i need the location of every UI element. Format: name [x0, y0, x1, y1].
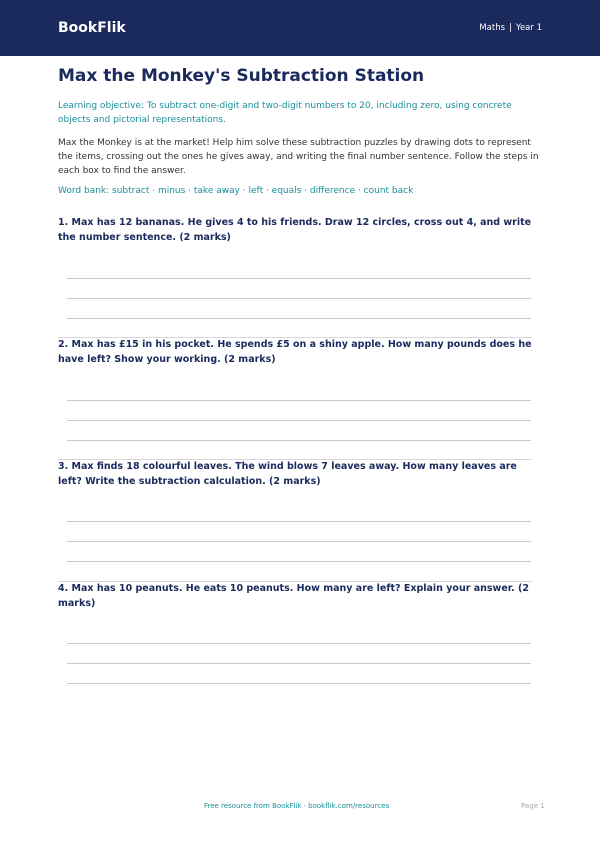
answer-line[interactable] — [67, 278, 531, 279]
answer-line[interactable] — [67, 683, 531, 684]
question-3: 3. Max finds 18 colourful leaves. The wind blows 7 leaves away. How many leaves are left? Write the subtraction calculation. (2 marks) — [58, 461, 517, 487]
answer-line[interactable] — [67, 663, 531, 664]
answer-line[interactable] — [67, 318, 531, 319]
word-bank: Word bank: subtract · minus · take away · left · equals · difference · count back — [58, 186, 414, 196]
answer-line[interactable] — [67, 298, 531, 299]
question-1: 1. Max has 12 bananas. He gives 4 to his friends. Draw 12 circles, cross out 4, and write the number sentence. (2 marks) — [58, 217, 532, 243]
intro-paragraph: Max the Monkey is at the market! Help him solve these subtraction puzzles by drawing dots to represent the items, crossing out the ones he gives away, and writing the final number sentence. Follow the steps in each box to find the answer. — [58, 138, 539, 176]
subject-year-label — [479, 23, 542, 33]
year-label: Year 1 — [515, 23, 542, 33]
page-number: Page 1 — [521, 802, 545, 810]
page-footer — [0, 802, 600, 816]
learning-objective: Learning objective: To subtract one-digit and two-digit numbers to 20, including zero, using concrete objects and pictorial representations. — [58, 101, 512, 125]
answer-line[interactable] — [67, 643, 531, 644]
subject-label: Maths — [479, 23, 506, 33]
footer-link[interactable]: Free resource from BookFlik · bookflik.com/resources — [204, 802, 390, 810]
question-2: 2. Max has £15 in his pocket. He spends £5 on a shiny apple. How many pounds does he have left? Show your working. (2 marks) — [58, 339, 532, 365]
answer-line[interactable] — [67, 561, 531, 562]
answer-line[interactable] — [67, 440, 531, 441]
answer-line[interactable] — [67, 400, 531, 401]
page-title: Max the Monkey's Subtraction Station — [58, 66, 425, 86]
question-4: 4. Max has 10 peanuts. He eats 10 peanuts. How many are left? Explain your answer. (2 marks) — [58, 583, 529, 609]
brand-logo[interactable]: BookFlik — [58, 20, 126, 36]
answer-line[interactable] — [67, 420, 531, 421]
answer-line[interactable] — [67, 541, 531, 542]
page-header — [0, 0, 600, 56]
answer-line[interactable] — [67, 521, 531, 522]
subject-separator: | — [509, 23, 512, 33]
